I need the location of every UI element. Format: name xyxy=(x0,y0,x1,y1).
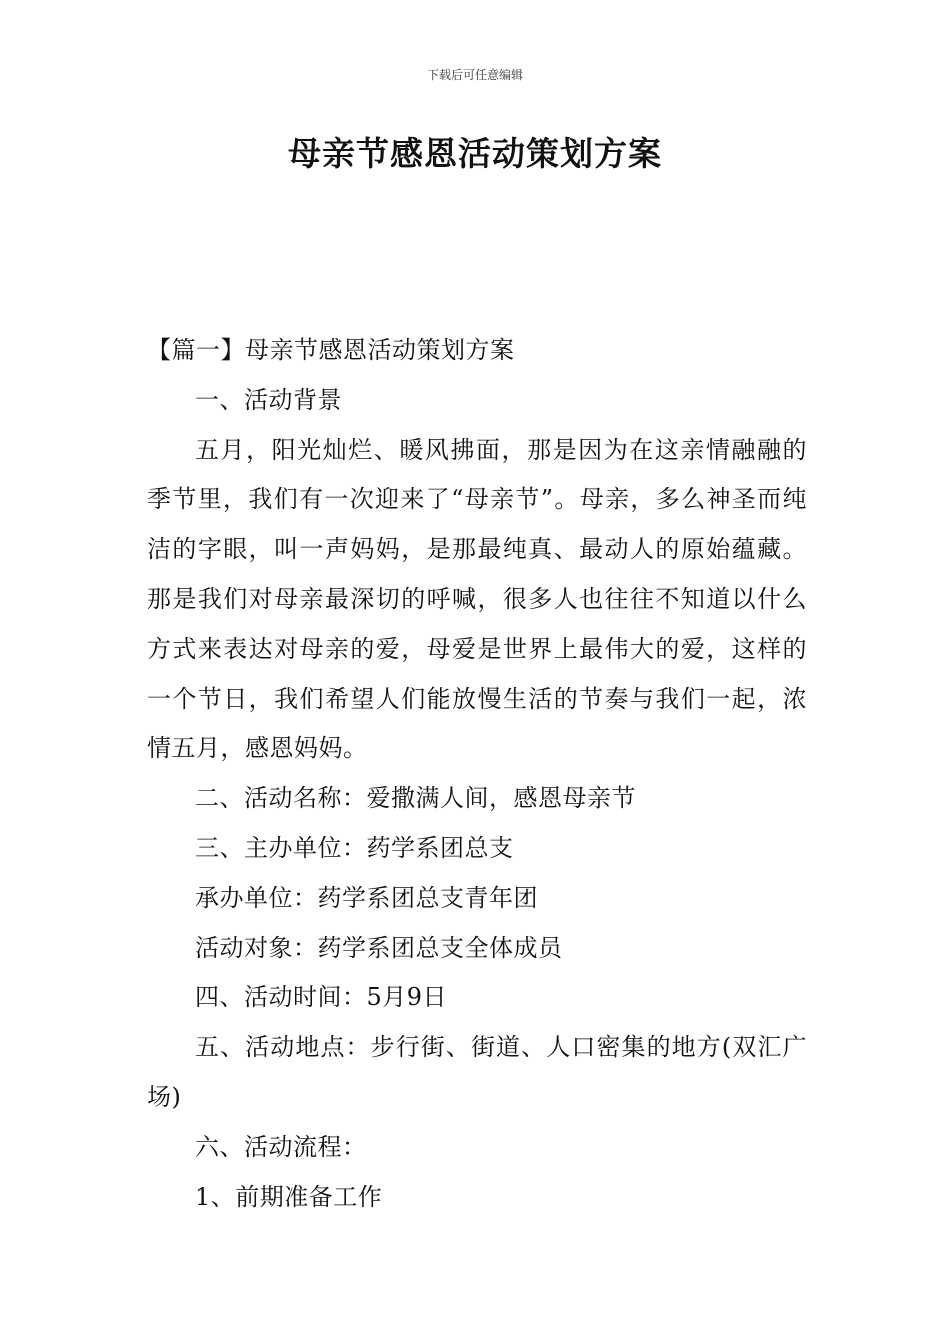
line-activity-name: 二、活动名称：爱撒满人间，感恩母亲节 xyxy=(195,784,636,813)
header-note: 下载后可任意编辑 xyxy=(426,68,523,82)
line-activity-time: 四、活动时间：5月9日 xyxy=(195,983,448,1012)
heading-activity-process: 六、活动流程： xyxy=(195,1132,367,1161)
line-preparation: 1、前期准备工作 xyxy=(195,1182,383,1211)
line-co-organizer: 承办单位：药学系团总支青年团 xyxy=(195,883,538,912)
section-heading-part-one: 【篇一】母亲节感恩活动策划方案 xyxy=(147,336,515,364)
line-target-audience: 活动对象：药学系团总支全体成员 xyxy=(195,933,563,962)
line-activity-location: 五、活动地点：步行街、街道、人口密集的地方(双汇广场) xyxy=(147,1033,807,1111)
line-organizer: 三、主办单位：药学系团总支 xyxy=(195,833,514,862)
paragraph-background-text: 五月，阳光灿烂、暖风拂面，那是因为在这亲情融融的季节里，我们有一次迎来了“母亲节”。母亲，多么神圣而纯洁的字眼，叫一声妈妈，是那最纯真、最动人的原始蕴藏。那是我们对母亲最深切的呼喊，很多人也往往不知道以什么方式来表达对母亲的爱，母爱是世界上最伟大的爱，这样的一个节日，我们希望人们能放慢生活的节奏与我们一起，浓情五月，感恩妈妈。 xyxy=(147,435,807,763)
heading-activity-background: 一、活动背景 xyxy=(195,385,342,414)
document-title: 母亲节感恩活动策划方案 xyxy=(288,134,662,173)
document-body xyxy=(147,326,807,1222)
